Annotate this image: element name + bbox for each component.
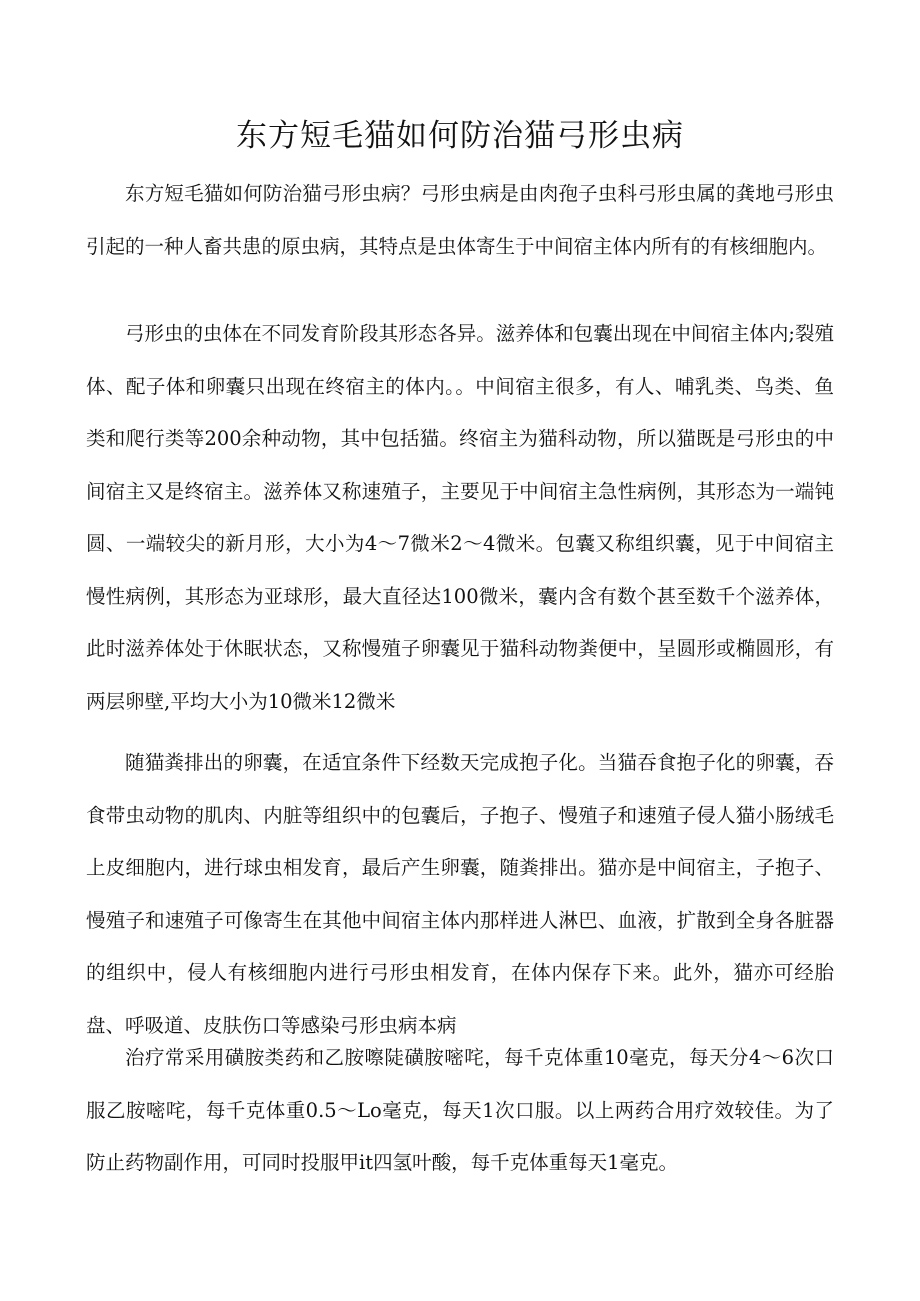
document-title: 东方短毛猫如何防治猫弓形虫病	[236, 118, 684, 154]
paragraph-transmission: 随猫粪排出的卵囊，在适宜条件下经数天完成抱子化。当猫吞食抱子化的卵囊，吞食带虫动物的肌肉、内脏等组织中的包囊后，子抱子、慢殖子和速殖子侵人猫小肠绒毛上皮细胞内，进行球虫相发育，最后产生卵囊，随粪排出。猫亦是中间宿主，子抱子、慢殖子和速殖子可像寄生在其他中间宿主体内那样进人淋巴、血液，扩散到全身各脏器的组织中，侵人有核细胞内进行弓形虫相发育，在体内保存下来。此外，猫亦可经胎盘、呼吸道、皮肤伤口等感染弓形虫病本病	[86, 751, 834, 1037]
paragraph-treatment: 治疗常采用磺胺类药和乙胺嚓陡磺胺嘧咤，每千克体重10毫克，每天分4～6次口服乙胺嘧咤，每千克体重0.5～Lo毫克，每天1次口服。以上两药合用疗效较佳。为了防止药物副作用，可同时投服甲it四氢叶酸，每千克体重每天1毫克。	[86, 1046, 834, 1174]
paragraph-morphology: 弓形虫的虫体在不同发育阶段其形态各异。滋养体和包囊出现在中间宿主体内;裂殖体、配子体和卵囊只出现在终宿主的体内。。中间宿主很多，有人、哺乳类、鸟类、鱼类和爬行类等200余种动物，其中包括猫。终宿主为猫科动物，所以猫既是弓形虫的中间宿主又是终宿主。滋养体又称速殖子，主要见于中间宿主急性病例，其形态为一端钝圆、一端较尖的新月形，大小为4～7微米2～4微米。包囊又称组织囊，见于中间宿主慢性病例，其形态为亚球形，最大直径达100微米，囊内含有数个甚至数千个滋养体，此时滋养体处于休眠状态，又称慢殖子卵囊见于猫科动物粪便中，呈圆形或椭圆形，有两层卵壁,平均大小为10微米12微米	[86, 322, 834, 713]
paragraph-intro: 东方短毛猫如何防治猫弓形虫病？弓形虫病是由肉孢子虫科弓形虫属的龚地弓形虫引起的一种人畜共患的原虫病，其特点是虫体寄生于中间宿主体内所有的有核细胞内。	[86, 182, 834, 258]
